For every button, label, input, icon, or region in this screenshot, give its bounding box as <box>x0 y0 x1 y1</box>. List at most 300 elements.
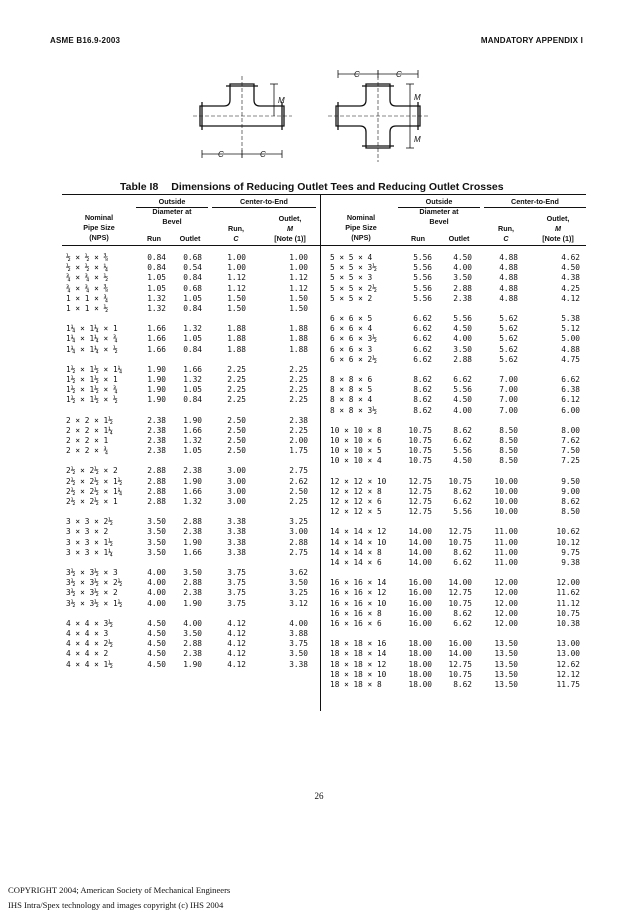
run-c-cell: 4.88 <box>499 273 518 283</box>
table-center-divider <box>320 194 321 711</box>
od-run-cell: 16.00 <box>408 598 432 608</box>
nps-cell: 8 × 8 × 6 <box>330 375 373 384</box>
nps-cell: 16 × 16 × 6 <box>330 619 382 628</box>
run-c-cell: 3.75 <box>227 598 246 608</box>
outlet-m-cell: 6.12 <box>561 395 580 405</box>
run-c-cell: 1.88 <box>227 344 246 354</box>
od-outlet-cell: 3.50 <box>453 344 472 354</box>
od-run-cell: 12.75 <box>408 497 432 506</box>
nps-cell: 1 × 1 × ¾ <box>66 293 109 303</box>
od-run-cell: 2.88 <box>147 486 166 496</box>
outlet-m-cell: 3.25 <box>289 588 308 598</box>
nps-cell: ½ × ½ × ¼ <box>66 263 109 273</box>
od-outlet-cell: 1.66 <box>183 547 202 557</box>
run-c-cell: 3.38 <box>227 547 246 557</box>
nps-cell: 12 × 12 × 5 <box>330 507 382 517</box>
od-run-cell: 1.90 <box>147 364 166 374</box>
od-outlet-cell: 1.90 <box>183 415 202 425</box>
run-c-cell: 11.00 <box>494 527 518 537</box>
nps-cell: 14 × 14 × 12 <box>330 527 387 537</box>
od-outlet-cell: 2.88 <box>183 639 202 649</box>
od-outlet-cell: 4.50 <box>453 395 472 405</box>
cross-dim-c-left: C <box>354 70 360 79</box>
nps-cell: 16 × 16 × 8 <box>330 608 382 618</box>
nps-cell: 2½ × 2½ × 1¼ <box>66 486 123 496</box>
outlet-m-cell: 2.00 <box>289 436 308 445</box>
run-c-cell: 4.88 <box>499 263 518 273</box>
od-outlet-cell: 1.32 <box>183 436 202 445</box>
outlet-m-cell: 4.00 <box>289 618 308 628</box>
table-number: Table I8 <box>120 181 159 193</box>
outlet-m-cell: 3.00 <box>289 527 308 537</box>
nps-cell: 2 × 2 × 1¼ <box>66 425 113 435</box>
nps-cell: 3½ × 3½ × 3 <box>66 568 118 577</box>
nps-cell: 14 × 14 × 6 <box>330 558 382 567</box>
nps-cell: 6 × 6 × 4 <box>330 324 373 334</box>
outlet-m-cell: 3.75 <box>289 639 308 649</box>
run-c-cell: 1.12 <box>227 283 246 293</box>
outlet-m-cell: 2.25 <box>289 375 308 384</box>
od-run-cell: 0.84 <box>147 263 166 273</box>
run-c-cell: 2.50 <box>227 425 246 435</box>
outlet-m-cell: 10.75 <box>556 608 580 618</box>
table-header-rule <box>62 245 586 246</box>
run-c-cell: 4.12 <box>227 618 246 628</box>
page-number: 26 <box>314 791 324 801</box>
nps-cell: 16 × 16 × 12 <box>330 588 387 598</box>
od-run-cell: 8.62 <box>413 395 432 405</box>
od-run-cell: 1.66 <box>147 334 166 344</box>
run-c-cell: 4.88 <box>499 253 518 262</box>
od-outlet-cell: 4.50 <box>453 456 472 466</box>
outlet-m-cell: 1.88 <box>289 344 308 354</box>
outlet-m-cell: 3.62 <box>289 568 308 577</box>
right-header-run-c: Run, C <box>498 224 514 243</box>
run-c-cell: 13.50 <box>494 659 518 669</box>
od-outlet-cell: 0.84 <box>183 344 202 354</box>
run-c-cell: 5.62 <box>499 324 518 334</box>
run-c-cell: 12.00 <box>494 588 518 598</box>
run-c-cell: 13.50 <box>494 639 518 649</box>
od-run-cell: 5.56 <box>413 273 432 283</box>
od-outlet-cell: 1.32 <box>183 497 202 506</box>
nps-cell: 10 × 10 × 6 <box>330 436 382 445</box>
od-outlet-cell: 4.50 <box>453 253 472 262</box>
od-run-cell: 5.56 <box>413 293 432 303</box>
od-outlet-cell: 3.50 <box>183 629 202 638</box>
od-run-cell: 4.00 <box>147 598 166 608</box>
od-outlet-cell: 14.00 <box>448 578 472 588</box>
od-outlet-cell: 4.00 <box>183 618 202 628</box>
run-c-cell: 13.50 <box>494 669 518 679</box>
od-outlet-cell: 1.66 <box>183 364 202 374</box>
od-outlet-cell: 10.75 <box>448 669 472 679</box>
od-run-cell: 6.62 <box>413 344 432 354</box>
run-c-cell: 4.88 <box>499 293 518 303</box>
run-c-cell: 10.00 <box>494 486 518 496</box>
od-outlet-cell: 1.66 <box>183 486 202 496</box>
run-c-cell: 2.50 <box>227 415 246 425</box>
right-header-run: Run <box>411 234 425 243</box>
od-outlet-cell: 8.62 <box>453 486 472 496</box>
nps-cell: 5 × 5 × 4 <box>330 253 373 262</box>
od-run-cell: 8.62 <box>413 405 432 415</box>
od-run-cell: 3.50 <box>147 537 166 547</box>
cross-dim-c-right: C <box>396 70 402 79</box>
outlet-m-cell: 3.38 <box>289 659 308 669</box>
outlet-m-cell: 2.50 <box>289 486 308 496</box>
outlet-m-cell: 4.25 <box>561 283 580 293</box>
od-outlet-cell: 6.62 <box>453 436 472 445</box>
right-header-nominal: Nominal Pipe Size (NPS) <box>345 213 377 242</box>
nps-cell: 8 × 8 × 4 <box>330 395 373 405</box>
outlet-m-cell: 8.62 <box>561 497 580 506</box>
nps-cell: 3 × 3 × 2 <box>66 527 109 537</box>
od-run-cell: 1.66 <box>147 344 166 354</box>
left-header-outlet-m: Outlet, M [Note (1)] <box>274 214 306 243</box>
nps-cell: 2 × 2 × 1 <box>66 436 109 445</box>
run-c-cell: 3.75 <box>227 568 246 577</box>
outlet-m-cell: 9.00 <box>561 486 580 496</box>
od-run-cell: 2.38 <box>147 446 166 456</box>
od-run-cell: 2.88 <box>147 476 166 486</box>
od-run-cell: 1.05 <box>147 273 166 283</box>
outlet-m-cell: 3.50 <box>289 649 308 659</box>
od-run-cell: 1.90 <box>147 395 166 405</box>
run-c-cell: 12.00 <box>494 598 518 608</box>
left-header-outlet: Outlet <box>179 234 201 243</box>
od-outlet-cell: 1.32 <box>183 324 202 334</box>
run-c-cell: 7.00 <box>499 375 518 384</box>
od-outlet-cell: 5.56 <box>453 385 472 395</box>
od-run-cell: 4.50 <box>147 629 166 638</box>
nps-cell: 1½ × 1½ × ¾ <box>66 385 118 395</box>
od-run-cell: 6.62 <box>413 314 432 323</box>
nps-cell: 3½ × 3½ × 1½ <box>66 598 123 608</box>
od-run-cell: 14.00 <box>408 547 432 557</box>
nps-cell: 1¼ × 1¼ × ½ <box>66 344 118 354</box>
od-outlet-cell: 5.56 <box>453 314 472 323</box>
outlet-m-cell: 7.62 <box>561 436 580 445</box>
run-c-cell: 10.00 <box>494 476 518 486</box>
od-run-cell: 2.88 <box>147 497 166 506</box>
footer-copyright: COPYRIGHT 2004; American Society of Mechanical Engineers <box>8 885 231 895</box>
nps-cell: 14 × 14 × 8 <box>330 547 382 557</box>
od-run-cell: 12.75 <box>408 507 432 517</box>
od-outlet-cell: 10.75 <box>448 598 472 608</box>
outlet-m-cell: 4.38 <box>561 273 580 283</box>
run-c-cell: 3.75 <box>227 588 246 598</box>
nps-cell: 5 × 5 × 2 <box>330 293 373 303</box>
od-run-cell: 5.56 <box>413 253 432 262</box>
nps-cell: 2½ × 2½ × 2 <box>66 466 118 476</box>
od-outlet-cell: 2.38 <box>453 293 472 303</box>
run-c-cell: 5.62 <box>499 334 518 344</box>
nps-cell: 18 × 18 × 10 <box>330 669 387 679</box>
od-run-cell: 16.00 <box>408 608 432 618</box>
outlet-m-cell: 13.00 <box>556 649 580 659</box>
nps-cell: 4 × 4 × 3 <box>66 629 109 638</box>
cross-dim-m-bottom: M <box>414 135 421 144</box>
od-run-cell: 18.00 <box>408 649 432 659</box>
od-run-cell: 4.00 <box>147 568 166 577</box>
run-c-cell: 3.00 <box>227 486 246 496</box>
od-outlet-cell: 4.50 <box>453 324 472 334</box>
outlet-m-cell: 12.12 <box>556 669 580 679</box>
nps-cell: 4 × 4 × 2½ <box>66 639 113 649</box>
od-run-cell: 10.75 <box>408 446 432 456</box>
od-run-cell: 4.50 <box>147 649 166 659</box>
run-c-cell: 8.50 <box>499 436 518 445</box>
od-run-cell: 0.84 <box>147 253 166 262</box>
run-c-cell: 13.50 <box>494 649 518 659</box>
outlet-m-cell: 6.38 <box>561 385 580 395</box>
od-run-cell: 10.75 <box>408 436 432 445</box>
nps-cell: 1¼ × 1¼ × ¾ <box>66 334 118 344</box>
nps-cell: 6 × 6 × 3 <box>330 344 373 354</box>
od-outlet-cell: 16.00 <box>448 639 472 649</box>
footer-ihs: IHS Intra/Spex technology and images copyright (c) IHS 2004 <box>8 900 224 910</box>
nps-cell: ¾ × ¾ × ½ <box>66 273 109 283</box>
od-run-cell: 18.00 <box>408 680 432 689</box>
nps-cell: 10 × 10 × 8 <box>330 425 382 435</box>
od-run-cell: 1.90 <box>147 385 166 395</box>
outlet-m-cell: 4.50 <box>561 263 580 273</box>
od-outlet-cell: 8.62 <box>453 547 472 557</box>
od-run-cell: 6.62 <box>413 354 432 364</box>
od-outlet-cell: 1.90 <box>183 598 202 608</box>
od-outlet-cell: 8.62 <box>453 680 472 689</box>
run-c-cell: 8.50 <box>499 446 518 456</box>
od-outlet-cell: 12.75 <box>448 527 472 537</box>
nps-cell: 2 × 2 × ¾ <box>66 446 109 456</box>
nps-cell: 3 × 3 × 2½ <box>66 517 113 527</box>
run-c-cell: 4.12 <box>227 649 246 659</box>
run-c-cell: 12.00 <box>494 578 518 588</box>
run-c-cell: 10.00 <box>494 507 518 517</box>
od-run-cell: 4.00 <box>147 578 166 588</box>
outlet-m-cell: 7.25 <box>561 456 580 466</box>
run-c-cell: 8.50 <box>499 425 518 435</box>
nps-cell: 3½ × 3½ × 2 <box>66 588 118 598</box>
od-run-cell: 18.00 <box>408 659 432 669</box>
outlet-m-cell: 1.12 <box>289 283 308 293</box>
od-outlet-cell: 3.50 <box>453 273 472 283</box>
od-run-cell: 8.62 <box>413 375 432 384</box>
outlet-m-cell: 2.25 <box>289 395 308 405</box>
outlet-m-cell: 3.25 <box>289 517 308 527</box>
left-header-nominal: Nominal Pipe Size (NPS) <box>83 213 115 242</box>
od-run-cell: 3.50 <box>147 527 166 537</box>
od-outlet-cell: 2.38 <box>183 527 202 537</box>
run-c-cell: 3.00 <box>227 466 246 476</box>
outlet-m-cell: 9.50 <box>561 476 580 486</box>
outlet-m-cell: 2.25 <box>289 425 308 435</box>
run-c-cell: 4.12 <box>227 659 246 669</box>
od-run-cell: 2.38 <box>147 425 166 435</box>
od-run-cell: 10.75 <box>408 425 432 435</box>
outlet-m-cell: 11.75 <box>556 680 580 689</box>
right-cte-rule <box>484 207 586 208</box>
outlet-m-cell: 5.12 <box>561 324 580 334</box>
left-header-run: Run <box>147 234 161 243</box>
running-header-left: ASME B16.9-2003 <box>50 36 121 45</box>
outlet-m-cell: 6.62 <box>561 375 580 384</box>
od-outlet-cell: 5.56 <box>453 507 472 517</box>
left-header-cte: Center-to-End <box>240 197 288 206</box>
nps-cell: 4 × 4 × 3½ <box>66 618 113 628</box>
run-c-cell: 2.50 <box>227 446 246 456</box>
run-c-cell: 1.88 <box>227 334 246 344</box>
od-outlet-cell: 0.84 <box>183 395 202 405</box>
od-run-cell: 4.00 <box>147 588 166 598</box>
outlet-m-cell: 4.75 <box>561 354 580 364</box>
run-c-cell: 5.62 <box>499 354 518 364</box>
nps-cell: 18 × 18 × 14 <box>330 649 387 659</box>
od-run-cell: 1.90 <box>147 375 166 384</box>
od-outlet-cell: 1.05 <box>183 334 202 344</box>
nps-cell: 16 × 16 × 10 <box>330 598 387 608</box>
nps-cell: 14 × 14 × 10 <box>330 537 387 547</box>
run-c-cell: 1.50 <box>227 293 246 303</box>
od-run-cell: 12.75 <box>408 476 432 486</box>
od-run-cell: 1.66 <box>147 324 166 334</box>
nps-cell: 18 × 18 × 12 <box>330 659 387 669</box>
od-outlet-cell: 4.00 <box>453 334 472 344</box>
run-c-cell: 2.25 <box>227 395 246 405</box>
nps-cell: 16 × 16 × 14 <box>330 578 387 588</box>
nps-cell: 1½ × 1½ × ½ <box>66 395 118 405</box>
run-c-cell: 11.00 <box>494 537 518 547</box>
od-outlet-cell: 2.38 <box>183 588 202 598</box>
od-outlet-cell: 1.90 <box>183 476 202 486</box>
run-c-cell: 3.38 <box>227 517 246 527</box>
outlet-m-cell: 2.62 <box>289 476 308 486</box>
run-c-cell: 7.00 <box>499 385 518 395</box>
od-outlet-cell: 1.90 <box>183 659 202 669</box>
run-c-cell: 3.38 <box>227 527 246 537</box>
outlet-m-cell: 6.00 <box>561 405 580 415</box>
od-outlet-cell: 6.62 <box>453 619 472 628</box>
run-c-cell: 1.00 <box>227 263 246 273</box>
run-c-cell: 3.00 <box>227 497 246 506</box>
nps-cell: 6 × 6 × 5 <box>330 314 373 323</box>
outlet-m-cell: 11.12 <box>556 598 580 608</box>
outlet-m-cell: 2.75 <box>289 466 308 476</box>
outlet-m-cell: 4.88 <box>561 344 580 354</box>
od-outlet-cell: 1.66 <box>183 425 202 435</box>
od-outlet-cell: 2.88 <box>183 517 202 527</box>
nps-cell: ½ × ½ × ⅜ <box>66 253 109 262</box>
od-outlet-cell: 10.75 <box>448 476 472 486</box>
nps-cell: 4 × 4 × 2 <box>66 649 109 659</box>
run-c-cell: 11.00 <box>494 547 518 557</box>
outlet-m-cell: 9.75 <box>561 547 580 557</box>
nps-cell: 2 × 2 × 1½ <box>66 415 113 425</box>
nps-cell: 6 × 6 × 3½ <box>330 334 377 344</box>
right-header-outlet: Outlet <box>448 234 470 243</box>
od-run-cell: 18.00 <box>408 639 432 649</box>
outlet-m-cell: 10.38 <box>556 619 580 628</box>
run-c-cell: 1.88 <box>227 324 246 334</box>
od-outlet-cell: 1.32 <box>183 375 202 384</box>
od-outlet-cell: 6.62 <box>453 375 472 384</box>
od-run-cell: 1.32 <box>147 293 166 303</box>
od-run-cell: 2.38 <box>147 415 166 425</box>
nps-cell: 2½ × 2½ × 1½ <box>66 476 123 486</box>
nps-cell: 1 × 1 × ½ <box>66 304 109 313</box>
outlet-m-cell: 1.50 <box>289 293 308 303</box>
od-run-cell: 16.00 <box>408 619 432 628</box>
od-run-cell: 3.50 <box>147 547 166 557</box>
od-run-cell: 6.62 <box>413 334 432 344</box>
outlet-m-cell: 12.62 <box>556 659 580 669</box>
outlet-m-cell: 2.25 <box>289 385 308 395</box>
run-c-cell: 2.25 <box>227 375 246 384</box>
outlet-m-cell: 1.00 <box>289 263 308 273</box>
nps-cell: ¾ × ¾ × ⅜ <box>66 283 109 293</box>
od-outlet-cell: 0.68 <box>183 283 202 293</box>
outlet-m-cell: 2.25 <box>289 497 308 506</box>
fittings-diagram <box>188 68 448 168</box>
od-outlet-cell: 1.90 <box>183 537 202 547</box>
nps-cell: 5 × 5 × 2½ <box>330 283 377 293</box>
nps-cell: 12 × 12 × 6 <box>330 497 382 506</box>
od-run-cell: 14.00 <box>408 527 432 537</box>
table-title <box>120 181 504 193</box>
run-c-cell: 4.88 <box>499 283 518 293</box>
nps-cell: 18 × 18 × 16 <box>330 639 387 649</box>
run-c-cell: 1.50 <box>227 304 246 313</box>
run-c-cell: 3.75 <box>227 578 246 588</box>
outlet-m-cell: 13.00 <box>556 639 580 649</box>
outlet-m-cell: 2.88 <box>289 537 308 547</box>
outlet-m-cell: 4.12 <box>561 293 580 303</box>
right-header-od: Outside Diameter at Bevel <box>419 197 459 226</box>
od-outlet-cell: 0.84 <box>183 273 202 283</box>
tee-dim-m: M <box>278 96 285 105</box>
outlet-m-cell: 8.00 <box>561 425 580 435</box>
nps-cell: 6 × 6 × 2½ <box>330 354 377 364</box>
nps-cell: 1¼ × 1¼ × 1 <box>66 324 118 334</box>
nps-cell: 5 × 5 × 3 <box>330 273 373 283</box>
running-header-right: MANDATORY APPENDIX I <box>480 36 583 45</box>
od-run-cell: 14.00 <box>408 558 432 567</box>
od-run-cell: 2.88 <box>147 466 166 476</box>
od-outlet-cell: 4.00 <box>453 405 472 415</box>
outlet-m-cell: 1.75 <box>289 446 308 456</box>
run-c-cell: 4.12 <box>227 629 246 638</box>
outlet-m-cell: 1.50 <box>289 304 308 313</box>
run-c-cell: 11.00 <box>494 558 518 567</box>
od-run-cell: 3.50 <box>147 517 166 527</box>
run-c-cell: 12.00 <box>494 608 518 618</box>
nps-cell: 12 × 12 × 8 <box>330 486 382 496</box>
od-outlet-cell: 2.38 <box>183 649 202 659</box>
left-header-od: Outside Diameter at Bevel <box>152 197 192 226</box>
od-outlet-cell: 5.56 <box>453 446 472 456</box>
od-run-cell: 4.50 <box>147 639 166 649</box>
run-c-cell: 7.00 <box>499 395 518 405</box>
od-outlet-cell: 0.68 <box>183 253 202 262</box>
outlet-m-cell: 2.38 <box>289 415 308 425</box>
nps-cell: 8 × 8 × 5 <box>330 385 373 395</box>
nps-cell: 1½ × 1½ × 1 <box>66 375 118 384</box>
tee-dim-c-left: C <box>218 150 224 159</box>
od-outlet-cell: 0.54 <box>183 263 202 273</box>
od-run-cell: 6.62 <box>413 324 432 334</box>
nps-cell: 12 × 12 × 10 <box>330 476 387 486</box>
